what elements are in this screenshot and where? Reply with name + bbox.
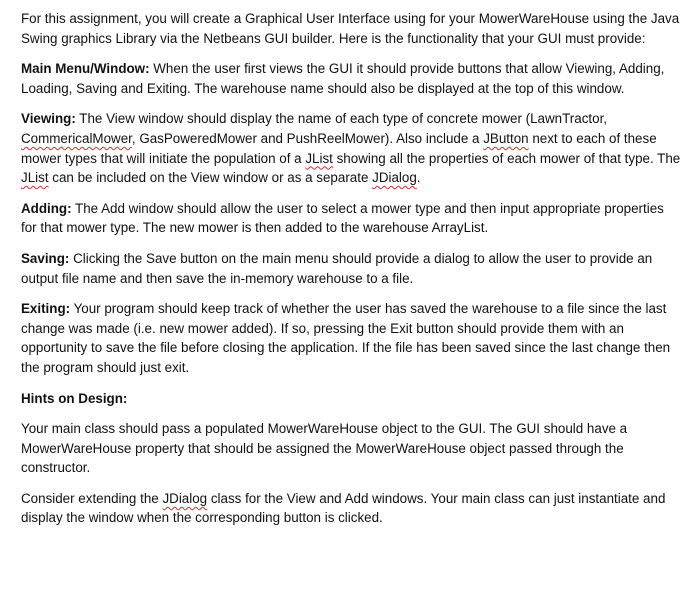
spellcheck-flagged-word: JDialog [162,490,208,506]
section-main-menu-heading: Main Menu/Window: [21,61,150,77]
section-saving-heading: Saving: [21,250,70,266]
assignment-document [21,9,681,539]
spellcheck-flagged-word: JDialog [372,170,417,186]
section-adding-text: The Add window should allow the user to select a mower type and then input appropriate properties for that mower type. The new mower is then added to the warehouse ArrayList. [21,200,664,236]
section-saving-text: Clicking the Save button on the main menu should provide a dialog to allow the user to provide an output file name and then save the in-memory warehouse to a file. [21,250,653,286]
section-viewing [21,109,681,187]
section-exiting-text: Your program should keep track of whether the user has saved the warehouse to a file since the last change was made (i.e. new mower added). If so, pressing the Exit button should provide them with an opportunity to save the file before closing the application. If the file has been saved since the last change then the program should just exit. [21,301,671,375]
section-adding [21,199,681,238]
section-exiting [21,299,681,377]
section-exiting-heading: Exiting: [21,301,71,317]
section-adding-heading: Adding: [21,200,72,216]
spellcheck-flagged-word: JList [21,170,49,186]
hints-heading: Hints on Design: [21,390,128,406]
hint-paragraph-2: Consider extending the JDialog class for the View and Add windows. Your main class can just instantiate and display the window when the corresponding button is clicked. [21,490,666,526]
intro-paragraph: For this assignment, you will create a Graphical User Interface using for your MowerWareHouse using the Java Swing graphics Library via the Netbeans GUI builder. Here is the functionality that your GUI must provide: [21,11,680,46]
section-viewing-heading: Viewing: [21,111,76,127]
section-viewing-text: The View window should display the name of each type of concrete mower (LawnTractor, CommericalMower, GasPoweredMower and PushReelMower). Also include a JButton next to each of these mower types that will initiate the population of a JList showing all the properties of each mower of that type. The JList can be included on the View window or as a separate JDialog. [21,111,681,186]
spellcheck-flagged-word: JList [305,150,333,166]
spellcheck-flagged-word: CommericalMower [21,130,132,146]
hint-paragraph-1: Your main class should pass a populated MowerWareHouse object to the GUI. The GUI should have a MowerWareHouse property that should be assigned the MowerWareHouse object passed through the constructor. [21,421,628,476]
section-main-menu [21,59,681,98]
section-saving [21,249,681,288]
spellcheck-flagged-word: JButton [483,130,529,146]
section-main-menu-text: When the user first views the GUI it should provide buttons that allow Viewing, Adding, Loading, Saving and Exiting. The warehouse name should also be displayed at the top of this window. [21,61,665,96]
